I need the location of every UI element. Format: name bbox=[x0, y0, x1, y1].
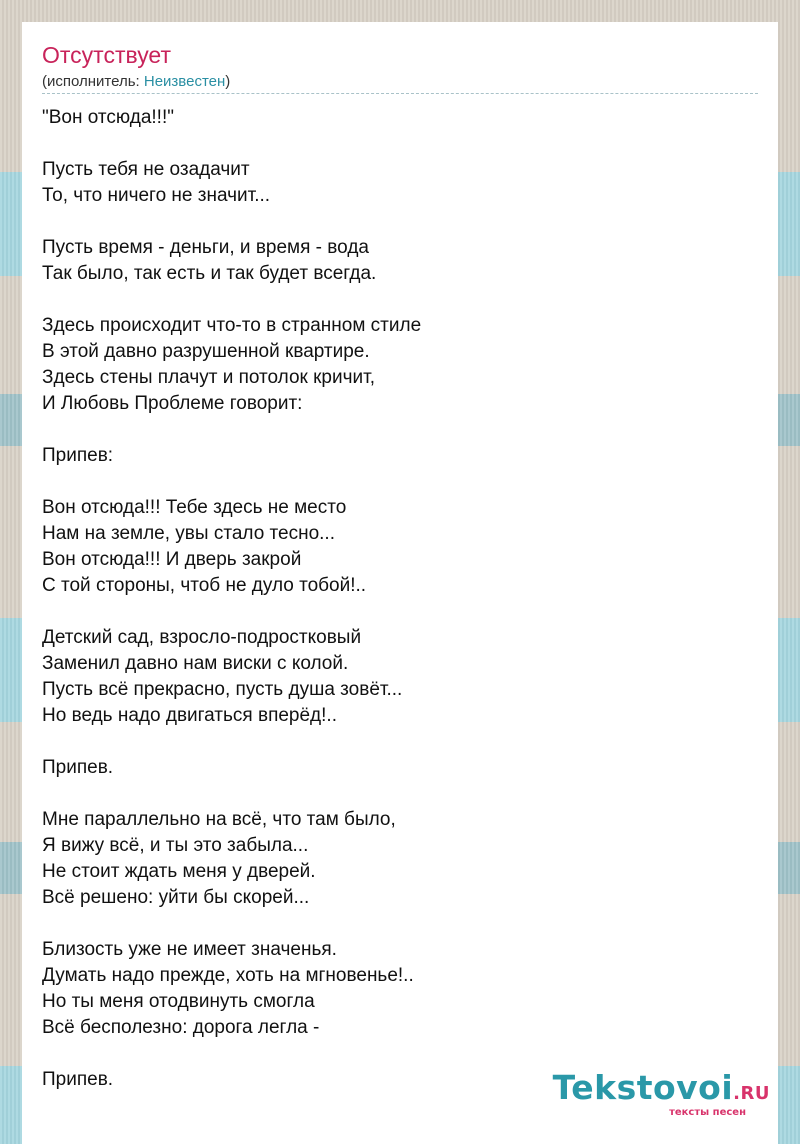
lyric-line: Заменил давно нам виски с колой. bbox=[42, 653, 349, 674]
lyric-line: Близость уже не имеет значенья. bbox=[42, 939, 337, 960]
lyric-line: Нам на земле, увы стало тесно... bbox=[42, 523, 335, 544]
stanza-break bbox=[42, 781, 758, 807]
stanza-break bbox=[42, 1041, 758, 1067]
lyric-line: "Вон отсюда!!!" bbox=[42, 107, 174, 128]
song-title: Отсутствует bbox=[42, 42, 171, 68]
stanza-break bbox=[42, 911, 758, 937]
logo-tagline: тексты песен bbox=[669, 1107, 746, 1118]
stanza-break bbox=[42, 209, 758, 235]
lyric-line: Детский сад, взросло-подростковый bbox=[42, 627, 362, 648]
performer-link[interactable]: Неизвестен bbox=[143, 73, 226, 90]
lyric-line: Вон отсюда!!! Тебе здесь не место bbox=[42, 497, 347, 518]
lyric-line: И Любовь Проблеме говорит: bbox=[42, 393, 303, 414]
title-divider bbox=[42, 93, 758, 94]
lyric-line: Здесь стены плачут и потолок кричит, bbox=[42, 367, 376, 388]
lyric-line: Пусть тебя не озадачит bbox=[42, 159, 250, 180]
lyric-line: Но ты меня отодвинуть смогла bbox=[42, 991, 315, 1012]
performer-prefix: (исполнитель: bbox=[42, 73, 144, 90]
lyric-line: Всё решено: уйти бы скорей... bbox=[42, 887, 310, 908]
lyric-line: То, что ничего не значит... bbox=[42, 185, 271, 206]
lyric-line: Припев: bbox=[42, 445, 114, 466]
lyric-line: Мне параллельно на всё, что там было, bbox=[42, 809, 396, 830]
lyrics-text bbox=[42, 105, 758, 1093]
lyric-line: Здесь происходит что-то в странном стиле bbox=[42, 315, 422, 336]
lyric-line: Припев. bbox=[42, 1069, 114, 1090]
lyric-line: Пусть всё прекрасно, пусть душа зовёт... bbox=[42, 679, 403, 700]
stanza-break bbox=[42, 599, 758, 625]
lyric-line: Припев. bbox=[42, 757, 114, 778]
logo-name: Tekstovoi bbox=[552, 1068, 734, 1107]
lyric-line: С той стороны, чтоб не дуло тобой!.. bbox=[42, 575, 367, 596]
lyric-line: Но ведь надо двигаться вперёд!.. bbox=[42, 705, 337, 726]
performer-suffix: ) bbox=[225, 73, 231, 90]
stanza-break bbox=[42, 729, 758, 755]
stanza-break bbox=[42, 131, 758, 157]
stanza-break bbox=[42, 417, 758, 443]
lyric-line: Всё бесполезно: дорога легла - bbox=[42, 1017, 320, 1038]
lyric-line: Думать надо прежде, хоть на мгновенье!.. bbox=[42, 965, 414, 986]
lyric-line: Я вижу всё, и ты это забыла... bbox=[42, 835, 309, 856]
lyric-line: Вон отсюда!!! И дверь закрой bbox=[42, 549, 302, 570]
site-logo[interactable] bbox=[552, 1068, 770, 1118]
lyric-line: Не стоит ждать меня у дверей. bbox=[42, 861, 316, 882]
lyric-line: Пусть время - деньги, и время - вода bbox=[42, 237, 369, 258]
logo-domain: .RU bbox=[733, 1083, 770, 1104]
lyric-line: Так было, так есть и так будет всегда. bbox=[42, 263, 377, 284]
lyric-line: В этой давно разрушенной квартире. bbox=[42, 341, 370, 362]
performer-info bbox=[42, 73, 230, 90]
stanza-break bbox=[42, 287, 758, 313]
stanza-break bbox=[42, 469, 758, 495]
lyrics-card bbox=[22, 22, 778, 1144]
